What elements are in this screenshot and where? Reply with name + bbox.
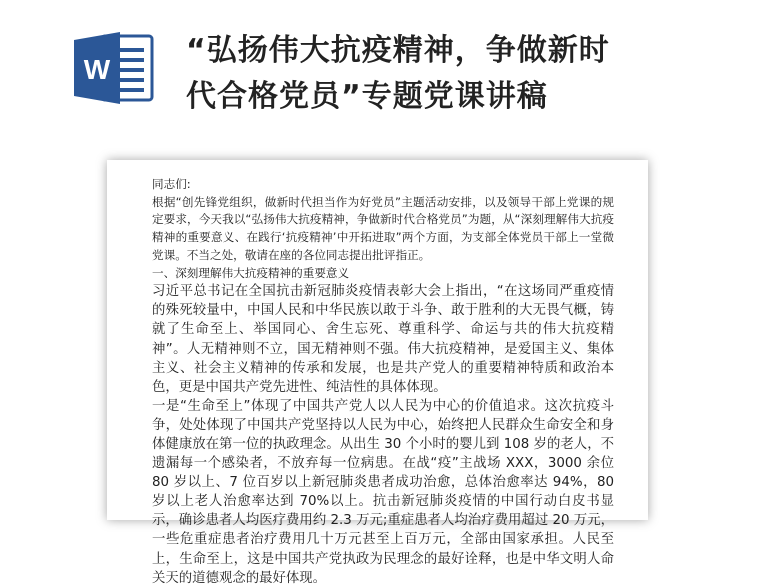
doc-salutation: 同志们: bbox=[152, 177, 191, 191]
doc-paragraph-3: 一是“生命至上”体现了中国共产党人以人民为中心的价值追求。这次抗疫斗争，处处体现了中国共产党坚持以人民为中心，始终把人民群众生命安全和身体健康放在第一位的执政理念。从出生 30 个小时的婴儿到 108 岁的老人，不遗漏每一个感染者，不放弃每一位病患。在战“疫”主战场 XXX，3000 余位 80 岁以上、7 位百岁以上新冠肺炎患者成功治愈，总体治愈率达 94%，80 岁以上老人治愈率达到 70%以上。抗击新冠肺炎疫情的中国行动白皮书显示，确诊患者人均医疗费用约 2.3 万元;重症患者人均治疗费用超过 20 万元，一些危重症患者治疗费用几十万元甚至上百万元，全部由国家承担。人民至上，生命至上，这是中国共产党执政为民理念的最好诠释，也是中华文明人命关天的道德观念的最好体现。 bbox=[152, 398, 614, 586]
word-icon bbox=[72, 30, 156, 106]
title-line-1: “弘扬伟大抗疫精神，争做新时 bbox=[186, 33, 610, 68]
doc-heading-1: 一、深刻理解伟大抗疫精神的重要意义 bbox=[152, 265, 350, 280]
doc-paragraph-2: 习近平总书记在全国抗击新冠肺炎疫情表彰大会上指出，“在这场同严重疫情的殊死较量中，中国人民和中华民族以敢于斗争、敢于胜利的大无畏气概，铸就了生命至上、举国同心、舍生忘死、尊重科学、命运与共的伟大抗疫精神”。人无精神则不立，国无精神则不强。伟大抗疫精神，是爱国主义、集体主义、社会主义精神的传承和发展，也是共产党人的重要精神特质和政治本色，更是中国共产党先进性、纯洁性的具体体现。 bbox=[152, 284, 614, 395]
doc-paragraph-1: 根据“创先锋党组织，做新时代担当作为好党员”主题活动安排，以及领导干部上党课的规定要求，今天我以“弘扬伟大抗疫精神，争做新时代合格党员”为题，从“深刻理解伟大抗疫精神的重要意义、在践行‘抗疫精神’中开拓进取”两个方面，为支部全体党员干部上一堂微党课。不当之处，敬请在座的各位同志提出批评指正。 bbox=[152, 194, 614, 262]
word-icon-letter: W bbox=[83, 54, 111, 85]
page-title bbox=[186, 28, 706, 120]
title-line-2: 代合格党员”专题党课讲稿 bbox=[186, 79, 548, 114]
document-preview bbox=[107, 160, 648, 586]
document-body bbox=[152, 176, 614, 588]
